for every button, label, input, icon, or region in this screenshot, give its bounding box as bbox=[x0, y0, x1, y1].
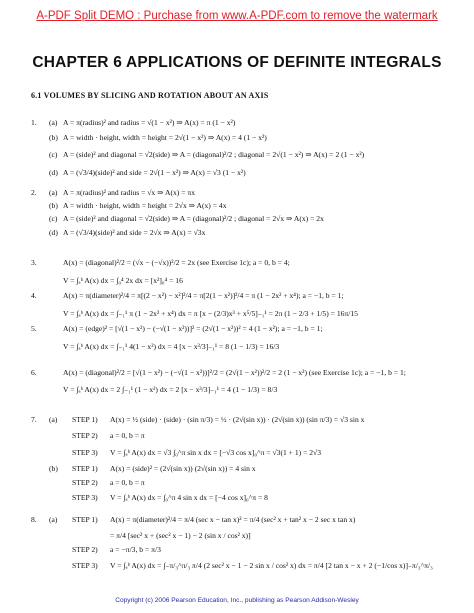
step-label: STEP 3) bbox=[72, 448, 98, 457]
exercise-text: A(x) = π(diameter)²/4 = π/4 (sec x − tan x)² = π/4 (sec² x + tan² x − 2 sec x tan x) bbox=[110, 515, 356, 524]
section-title: 6.1 VOLUMES BY SLICING AND ROTATION ABOUT AN AXIS bbox=[31, 91, 269, 100]
exercise-text: V = ∫ₐᵇ A(x) dx = ∫₀^π 4 sin x dx = [−4 cos x]₀^π = 8 bbox=[110, 493, 268, 502]
exercise-number: 2. bbox=[31, 188, 37, 197]
exercise-part: (a) bbox=[49, 415, 58, 424]
exercise-text: A(x) = (diagonal)²/2 = [√(1 − x²) − (−√(1 − x²))]²/2 = (2√(1 − x²))²/2 = 2 (1 − x²) (see Exercise 1c); a = −1, b = 1; bbox=[63, 368, 406, 377]
exercise-text: V = ∫ₐᵇ A(x) dx = ∫₋₁¹ π (1 − 2x² + x⁴) dx = π [x − (2/3)x³ + x⁵/5]₋₁¹ = 2π (1 − 2/3 + 1/5) = 16π/15 bbox=[63, 309, 358, 318]
exercise-text: A(x) = (edge)² = [√(1 − x²) − (−√(1 − x²))]² = (2√(1 − x²))² = 4 (1 − x²); a = −1, b = 1; bbox=[63, 324, 323, 333]
exercise-number: 5. bbox=[31, 324, 37, 333]
step-label: STEP 1) bbox=[72, 464, 98, 473]
exercise-text: A = width · height, width = height = 2√x ⇒ A(x) = 4x bbox=[63, 201, 227, 210]
exercise-text: V = ∫ₐᵇ A(x) dx = 2 ∫₋₁¹ (1 − x²) dx = 2 [x − x³/3]₋₁¹ = 4 (1 − 1/3) = 8/3 bbox=[63, 385, 278, 394]
copyright-footer: Copyright (c) 2006 Pearson Education, Inc., publishing as Pearson Addison-Wesley bbox=[115, 597, 359, 604]
step-label: STEP 1) bbox=[72, 515, 98, 524]
chapter-title: CHAPTER 6 APPLICATIONS OF DEFINITE INTEGRALS bbox=[32, 54, 442, 71]
watermark-link[interactable]: A-PDF Split DEMO : Purchase from www.A-PDF.com to remove the watermark bbox=[36, 10, 438, 22]
step-label: STEP 3) bbox=[72, 561, 98, 570]
exercise-text: V = ∫ₐᵇ A(x) dx = ∫₀⁴ 2x dx = [x²]₀⁴ = 16 bbox=[63, 276, 183, 285]
exercise-text: A(x) = ½ (side) · (side) · (sin π/3) = ½ · (2√(sin x)) · (2√(sin x)) (sin π/3) = √3 sin x bbox=[110, 415, 365, 424]
exercise-text: V = ∫ₐᵇ A(x) dx = ∫₋π/₃^π/₃ π/4 (2 sec² x − 1 − 2 sin x / cos² x) dx = π/4 [2 tan x − x + 2 (−1/cos x)]₋π/₃^π/₃ bbox=[110, 561, 433, 570]
exercise-number: 7. bbox=[31, 415, 37, 424]
step-label: STEP 3) bbox=[72, 493, 98, 502]
exercise-text: A = π(radius)² and radius = √(1 − x²) ⇒ A(x) = π (1 − x²) bbox=[63, 118, 236, 127]
exercise-text: a = −π/3, b = π/3 bbox=[110, 545, 161, 554]
exercise-part: (a) bbox=[49, 118, 58, 127]
exercise-text: V = ∫ₐᵇ A(x) dx = √3 ∫₀^π sin x dx = [−√3 cos x]₀^π = √3(1 + 1) = 2√3 bbox=[110, 448, 322, 457]
exercise-part: (d) bbox=[49, 228, 58, 237]
exercise-part: (d) bbox=[49, 168, 58, 177]
exercise-number: 4. bbox=[31, 291, 37, 300]
exercise-part: (c) bbox=[49, 150, 58, 159]
exercise-text: A(x) = (diagonal)²/2 = (√x − (−√x))²/2 = 2x (see Exercise 1c); a = 0, b = 4; bbox=[63, 258, 290, 267]
exercise-part: (b) bbox=[49, 133, 58, 142]
exercise-text: a = 0, b = π bbox=[110, 478, 145, 487]
exercise-text: = π/4 [sec² x + (sec² x − 1) − 2 (sin x / cos² x)] bbox=[110, 531, 251, 540]
exercise-text: A(x) = (side)² = (2√(sin x)) (2√(sin x)) = 4 sin x bbox=[110, 464, 256, 473]
exercise-text: A = (√3/4)(side)² and side = 2√x ⇒ A(x) = √3x bbox=[63, 228, 206, 237]
exercise-part: (c) bbox=[49, 214, 58, 223]
exercise-text: A = (√3/4)(side)² and side = 2√(1 − x²) ⇒ A(x) = √3 (1 − x²) bbox=[63, 168, 246, 177]
exercise-text: a = 0, b = π bbox=[110, 431, 145, 440]
exercise-number: 1. bbox=[31, 118, 37, 127]
exercise-text: V = ∫ₐᵇ A(x) dx = ∫₋₁¹ 4(1 − x²) dx = 4 [x − x³/3]₋₁¹ = 8 (1 − 1/3) = 16/3 bbox=[63, 342, 280, 351]
exercise-text: A = width · height, width = height = 2√(1 − x²) ⇒ A(x) = 4 (1 − x²) bbox=[63, 133, 267, 142]
exercise-text: A = (side)² and diagonal = √2(side) ⇒ A = (diagonal)²/2 ; diagonal = 2√x ⇒ A(x) = 2x bbox=[63, 214, 324, 223]
exercise-number: 3. bbox=[31, 258, 37, 267]
step-label: STEP 1) bbox=[72, 415, 98, 424]
exercise-text: A = π(radius)² and radius = √x ⇒ A(x) = πx bbox=[63, 188, 196, 197]
exercise-number: 6. bbox=[31, 368, 37, 377]
exercise-part: (a) bbox=[49, 188, 58, 197]
exercise-part: (a) bbox=[49, 515, 58, 524]
step-label: STEP 2) bbox=[72, 431, 98, 440]
exercise-part: (b) bbox=[49, 464, 58, 473]
exercise-part: (b) bbox=[49, 201, 58, 210]
exercise-number: 8. bbox=[31, 515, 37, 524]
exercise-text: A(x) = π(diameter)²/4 = π[(2 − x²) − x²]²/4 = π[2(1 − x²)]²/4 = π (1 − 2x² + x⁴); a = −1, b = 1; bbox=[63, 291, 344, 300]
step-label: STEP 2) bbox=[72, 545, 98, 554]
step-label: STEP 2) bbox=[72, 478, 98, 487]
exercise-text: A = (side)² and diagonal = √2(side) ⇒ A = (diagonal)²/2 ; diagonal = 2√(1 − x²) ⇒ A(x) = 2 (1 − x²) bbox=[63, 150, 365, 159]
